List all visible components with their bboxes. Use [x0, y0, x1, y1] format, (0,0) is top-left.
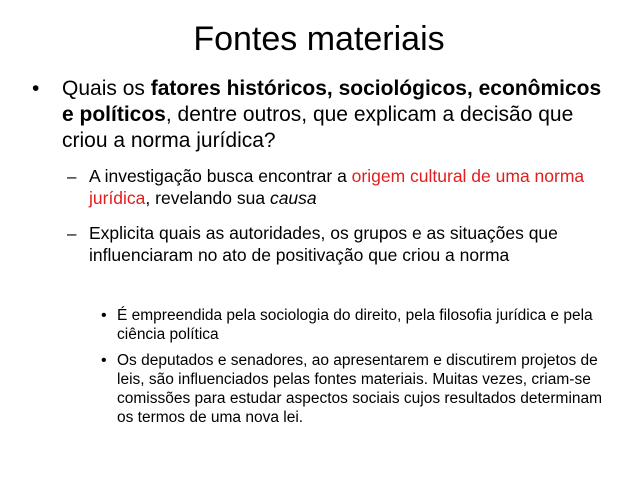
sub-bullet-1-text-3: , revelando sua	[145, 187, 270, 208]
bullet-main	[32, 76, 612, 154]
sub-sub-bullet-deputados	[101, 351, 607, 427]
bullet-marker: •	[101, 352, 107, 369]
dash-marker: –	[67, 224, 77, 243]
sub-bullet-1-text-1: A investigação busca encontrar a	[89, 166, 352, 186]
sub-bullet-explicita	[67, 223, 609, 266]
bullet-main-text-bold: fatores históricos, sociológicos, econômicos e políticos	[62, 77, 602, 126]
dash-marker: –	[67, 167, 77, 186]
sub-bullet-1-text-red: origem cultural de uma norma jurídica	[89, 166, 585, 208]
bullet-main-text-3: , dentre outros, que explicam a decisão que criou a norma jurídica?	[62, 103, 574, 152]
sub-bullet-1-text-italic: causa	[269, 187, 317, 208]
sub-bullet-investigation	[67, 166, 609, 209]
bullet-marker: •	[32, 77, 40, 100]
sub-sub-bullet-1-text: É empreendida pela sociologia do direito, pela filosofia jurídica e pela ciência política	[117, 307, 593, 343]
sub-sub-bullet-sociologia	[101, 306, 607, 344]
slide-title: Fontes materiais	[193, 20, 445, 58]
sub-sub-bullet-2-text: Os deputados e senadores, ao apresentarem e discutirem projetos de leis, são influenciados pelas fontes materiais. Muitas vezes, criam-se comissões para estudar aspectos sociais cujos resultados determinam os termos de uma nova lei.	[117, 352, 603, 426]
bullet-marker: •	[101, 307, 107, 324]
sub-bullet-2-text: Explicita quais as autoridades, os grupos e as situações que influenciaram no ato de positivação que criou a norma	[89, 223, 558, 265]
bullet-main-text-1: Quais os	[62, 77, 151, 100]
